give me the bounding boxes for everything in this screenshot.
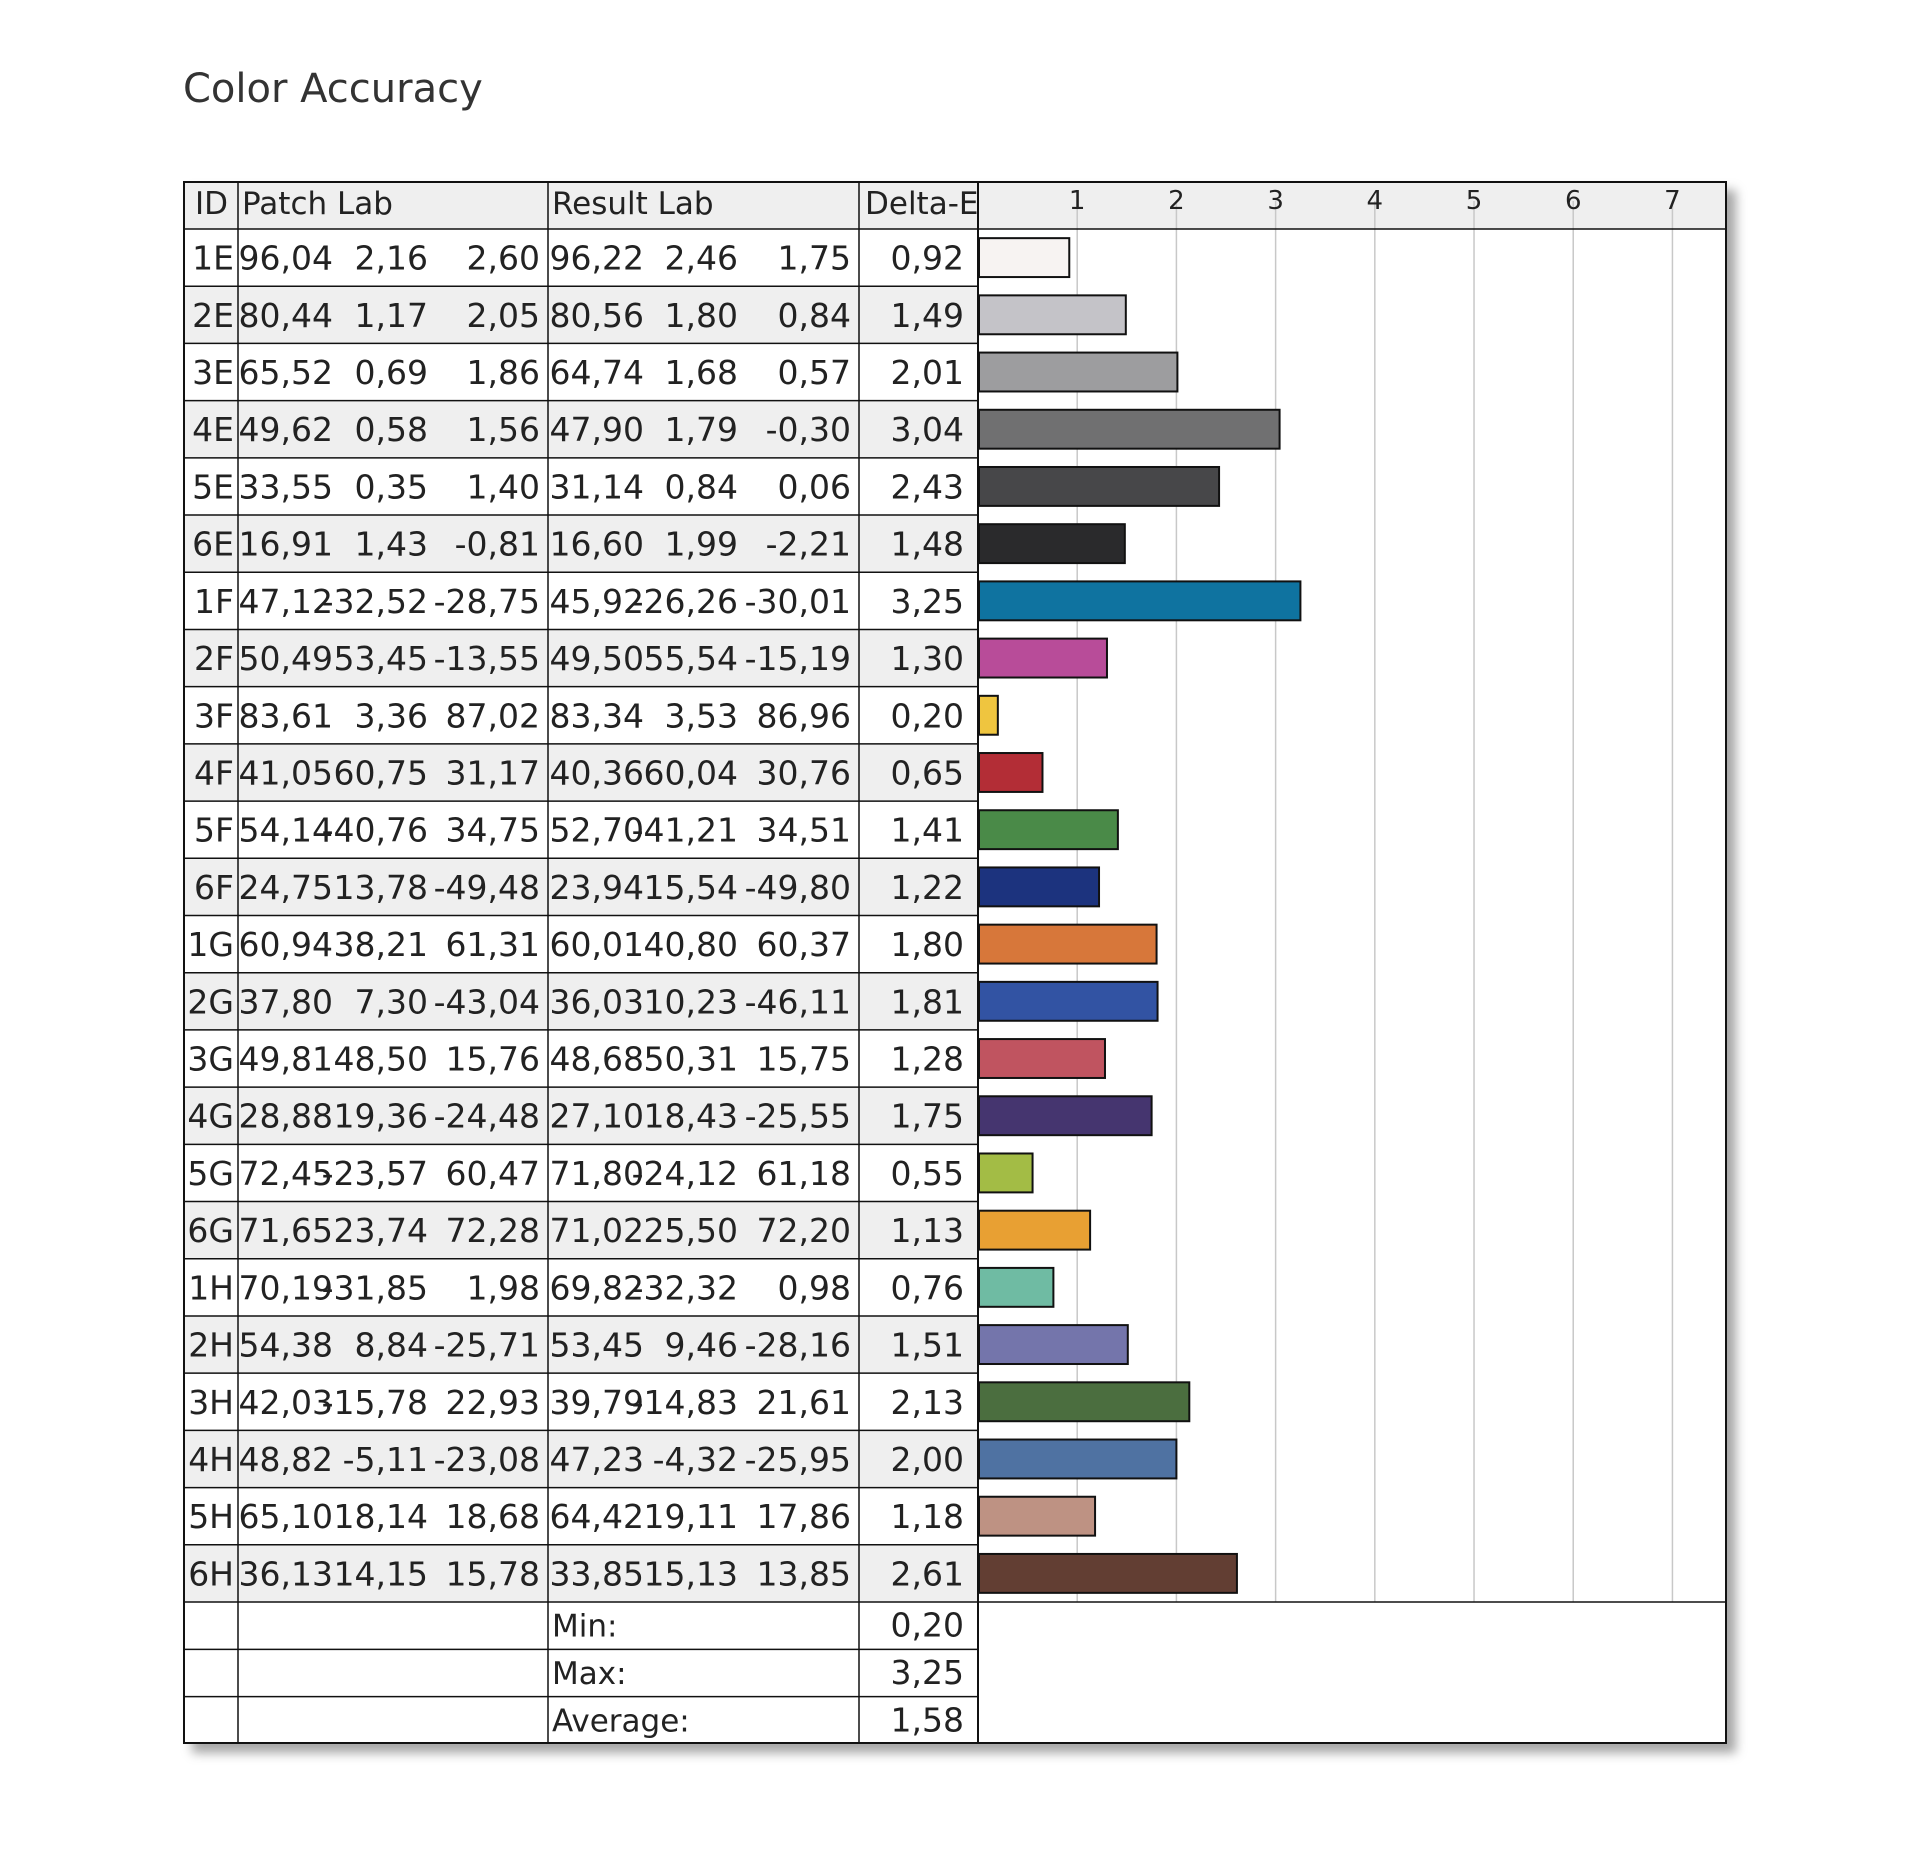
patch-lab-value: 18,68 <box>445 1497 540 1537</box>
patch-lab-value: 15,78 <box>445 1554 540 1594</box>
result-lab-value: 61,18 <box>756 1153 851 1193</box>
result-lab-value: 33,85 <box>549 1554 644 1594</box>
patch-lab-value: 1,40 <box>466 467 540 507</box>
x-tick-label: 3 <box>1267 186 1284 216</box>
result-lab-value: 60,01 <box>549 925 644 965</box>
patch-lab-value: 8,84 <box>354 1325 428 1365</box>
patch-lab-value: 1,86 <box>466 353 540 393</box>
row-id: 3H <box>188 1382 234 1422</box>
delta-e-value: 1,13 <box>890 1211 964 1251</box>
row-id: 2E <box>192 295 234 335</box>
patch-lab-value: -0,81 <box>454 524 540 564</box>
result-lab-value: -28,16 <box>744 1325 851 1365</box>
patch-lab-value: 50,49 <box>238 639 333 679</box>
bar <box>979 810 1118 849</box>
delta-e-value: 0,55 <box>890 1153 964 1193</box>
patch-lab-value: -23,08 <box>433 1439 540 1479</box>
result-lab-value: -4,32 <box>652 1439 738 1479</box>
result-lab-value: 49,50 <box>549 639 644 679</box>
patch-lab-value: -13,55 <box>433 639 540 679</box>
result-lab-value: -2,21 <box>765 524 851 564</box>
result-lab-value: 47,90 <box>549 410 644 450</box>
patch-lab-value: 18,14 <box>333 1497 428 1537</box>
patch-lab-value: 48,50 <box>333 1039 428 1079</box>
row-id: 4F <box>194 753 234 793</box>
delta-e-value: 2,00 <box>890 1439 964 1479</box>
delta-e-value: 1,18 <box>890 1497 964 1537</box>
result-lab-value: 1,99 <box>664 524 738 564</box>
patch-lab-value: 16,91 <box>238 524 333 564</box>
result-lab-value: 19,11 <box>643 1497 738 1537</box>
patch-lab-value: 14,15 <box>333 1554 428 1594</box>
x-tick-label: 5 <box>1465 186 1483 216</box>
result-lab-value: 9,46 <box>664 1325 738 1365</box>
result-lab-value: 15,54 <box>643 867 738 907</box>
bar <box>979 467 1219 506</box>
patch-lab-value: 49,81 <box>238 1039 333 1079</box>
bar <box>979 867 1099 906</box>
summary-value: 0,20 <box>890 1605 964 1645</box>
row-id: 3E <box>192 353 234 393</box>
result-lab-value: 96,22 <box>549 238 644 278</box>
result-lab-value: 13,85 <box>756 1554 851 1594</box>
result-lab-value: 31,14 <box>549 467 644 507</box>
bar <box>979 1497 1095 1536</box>
patch-lab-value: 13,78 <box>333 867 428 907</box>
result-lab-value: 1,80 <box>664 295 738 335</box>
bar <box>979 1382 1189 1421</box>
row-id: 5G <box>187 1153 234 1193</box>
patch-lab-value: 49,62 <box>238 410 333 450</box>
patch-lab-value: 2,16 <box>354 238 428 278</box>
patch-lab-value: 38,21 <box>333 925 428 965</box>
delta-e-value: 2,13 <box>890 1382 964 1422</box>
result-lab-value: -0,30 <box>765 410 851 450</box>
patch-lab-value: 83,61 <box>238 696 333 736</box>
patch-lab-value: 96,04 <box>238 238 333 278</box>
result-lab-value: 64,42 <box>549 1497 644 1537</box>
result-lab-value: -49,80 <box>744 867 851 907</box>
summary-label: Max: <box>552 1656 627 1692</box>
result-lab-value: 39,79 <box>549 1382 644 1422</box>
row-id: 5H <box>188 1497 234 1537</box>
patch-lab-value: 72,45 <box>238 1153 333 1193</box>
summary-value: 1,58 <box>890 1700 964 1740</box>
result-lab-value: 10,23 <box>643 982 738 1022</box>
bar <box>979 1153 1033 1192</box>
result-lab-value: 21,61 <box>756 1382 851 1422</box>
patch-lab-value: -15,78 <box>321 1382 428 1422</box>
patch-lab-value: 53,45 <box>333 639 428 679</box>
row-id: 2H <box>188 1325 234 1365</box>
row-id: 4E <box>192 410 234 450</box>
result-lab-value: 60,04 <box>643 753 738 793</box>
patch-lab-value: -28,75 <box>433 581 540 621</box>
delta-e-value: 0,20 <box>890 696 964 736</box>
color-accuracy-report <box>183 181 1727 1744</box>
bar <box>979 696 998 735</box>
patch-lab-value: 70,19 <box>238 1268 333 1308</box>
x-tick-label: 2 <box>1168 186 1185 216</box>
delta-e-value: 0,76 <box>890 1268 964 1308</box>
bar <box>979 1096 1152 1135</box>
bar <box>979 238 1069 277</box>
bar <box>979 1039 1105 1078</box>
patch-lab-value: 1,56 <box>466 410 540 450</box>
patch-lab-value: 87,02 <box>445 696 540 736</box>
patch-lab-value: 2,05 <box>466 295 540 335</box>
result-lab-value: 3,53 <box>664 696 738 736</box>
row-id: 6H <box>188 1554 234 1594</box>
delta-e-value: 1,51 <box>890 1325 964 1365</box>
delta-e-value: 1,81 <box>890 982 964 1022</box>
bar <box>979 581 1300 620</box>
result-lab-value: -14,83 <box>631 1382 738 1422</box>
result-lab-value: 0,84 <box>664 467 738 507</box>
bar <box>979 639 1107 678</box>
result-lab-value: 25,50 <box>643 1211 738 1251</box>
patch-lab-value: 2,60 <box>466 238 540 278</box>
patch-lab-value: 60,75 <box>333 753 428 793</box>
delta-e-value: 1,41 <box>890 810 964 850</box>
row-id: 2F <box>194 639 234 679</box>
result-lab-value: 80,56 <box>549 295 644 335</box>
patch-lab-value: 7,30 <box>354 982 428 1022</box>
patch-lab-value: 41,05 <box>238 753 333 793</box>
delta-e-value: 1,30 <box>890 639 964 679</box>
patch-lab-value: 31,17 <box>445 753 540 793</box>
patch-lab-value: 72,28 <box>445 1211 540 1251</box>
bar <box>979 295 1126 334</box>
result-lab-value: -26,26 <box>631 581 738 621</box>
bar <box>979 1211 1090 1250</box>
patch-lab-value: -25,71 <box>433 1325 540 1365</box>
patch-lab-value: 65,52 <box>238 353 333 393</box>
result-lab-value: 52,70 <box>549 810 644 850</box>
row-id: 3F <box>194 696 234 736</box>
row-id: 1H <box>188 1268 234 1308</box>
result-lab-value: -46,11 <box>744 982 851 1022</box>
bar <box>979 982 1158 1021</box>
patch-lab-value: -24,48 <box>433 1096 540 1136</box>
bar <box>979 524 1125 563</box>
patch-lab-value: -49,48 <box>433 867 540 907</box>
patch-lab-value: 24,75 <box>238 867 333 907</box>
patch-lab-value: 54,38 <box>238 1325 333 1365</box>
result-lab-value: 27,10 <box>549 1096 644 1136</box>
result-lab-value: 0,84 <box>777 295 851 335</box>
result-lab-value: 60,37 <box>756 925 851 965</box>
result-lab-value: 1,68 <box>664 353 738 393</box>
patch-lab-value: -32,52 <box>321 581 428 621</box>
summary-label: Average: <box>552 1703 690 1740</box>
patch-lab-value: 3,36 <box>354 696 428 736</box>
result-lab-value: 0,98 <box>777 1268 851 1308</box>
patch-lab-value: 1,98 <box>466 1268 540 1308</box>
patch-lab-value: 0,35 <box>354 467 428 507</box>
row-id: 2G <box>187 982 234 1022</box>
header-patch-lab: Patch Lab <box>242 186 393 222</box>
result-lab-value: 17,86 <box>756 1497 851 1537</box>
delta-e-value: 1,48 <box>890 524 964 564</box>
result-lab-value: 69,82 <box>549 1268 644 1308</box>
row-id: 4G <box>187 1096 234 1136</box>
page-title: Color Accuracy <box>183 66 483 112</box>
result-lab-value: 55,54 <box>643 639 738 679</box>
delta-e-value: 3,25 <box>890 581 964 621</box>
patch-lab-value: 37,80 <box>238 982 333 1022</box>
result-lab-value: 16,60 <box>549 524 644 564</box>
result-lab-value: 34,51 <box>756 810 851 850</box>
patch-lab-value: 54,14 <box>238 810 333 850</box>
header-id: ID <box>195 186 229 222</box>
patch-lab-value: 61,31 <box>445 925 540 965</box>
result-lab-value: 53,45 <box>549 1325 644 1365</box>
patch-lab-value: 33,55 <box>238 467 333 507</box>
patch-lab-value: 80,44 <box>238 295 333 335</box>
patch-lab-value: 15,76 <box>445 1039 540 1079</box>
result-lab-value: 15,13 <box>643 1554 738 1594</box>
bar <box>979 1554 1237 1593</box>
result-lab-value: 45,92 <box>549 581 644 621</box>
result-lab-value: -30,01 <box>744 581 851 621</box>
patch-lab-value: 60,94 <box>238 925 333 965</box>
result-lab-value: 83,34 <box>549 696 644 736</box>
result-lab-value: 18,43 <box>643 1096 738 1136</box>
row-id: 1F <box>194 581 234 621</box>
row-id: 5E <box>192 467 234 507</box>
delta-e-value: 1,28 <box>890 1039 964 1079</box>
patch-lab-value: 0,58 <box>354 410 428 450</box>
result-lab-value: 48,68 <box>549 1039 644 1079</box>
patch-lab-value: 71,65 <box>238 1211 333 1251</box>
delta-e-value: 1,75 <box>890 1096 964 1136</box>
result-lab-value: 15,75 <box>756 1039 851 1079</box>
result-lab-value: -41,21 <box>631 810 738 850</box>
result-lab-value: 47,23 <box>549 1439 644 1479</box>
patch-lab-value: 1,43 <box>354 524 428 564</box>
patch-lab-value: 19,36 <box>333 1096 428 1136</box>
delta-e-value: 1,22 <box>890 867 964 907</box>
patch-lab-value: 42,03 <box>238 1382 333 1422</box>
bar <box>979 925 1157 964</box>
result-lab-value: 1,75 <box>777 238 851 278</box>
result-lab-value: -32,32 <box>631 1268 738 1308</box>
result-lab-value: 71,02 <box>549 1211 644 1251</box>
patch-lab-value: 22,93 <box>445 1382 540 1422</box>
patch-lab-value: -23,57 <box>321 1153 428 1193</box>
x-tick-label: 4 <box>1366 186 1384 216</box>
result-lab-value: 0,57 <box>777 353 851 393</box>
patch-lab-value: 1,17 <box>354 295 428 335</box>
patch-lab-value: -5,11 <box>342 1439 428 1479</box>
result-lab-value: 72,20 <box>756 1211 851 1251</box>
delta-e-value: 2,61 <box>890 1554 964 1594</box>
bar <box>979 1325 1128 1364</box>
patch-lab-value: 36,13 <box>238 1554 333 1594</box>
result-lab-value: 23,94 <box>549 867 644 907</box>
delta-e-value: 0,65 <box>890 753 964 793</box>
result-lab-value: -15,19 <box>744 639 851 679</box>
bar <box>979 353 1177 392</box>
x-tick-label: 7 <box>1664 186 1681 216</box>
result-lab-value: 0,06 <box>777 467 851 507</box>
bar <box>979 1440 1176 1479</box>
color-accuracy-table-chart <box>183 181 1727 1744</box>
result-lab-value: 71,80 <box>549 1153 644 1193</box>
result-lab-value: 1,79 <box>664 410 738 450</box>
delta-e-value: 1,49 <box>890 295 964 335</box>
patch-lab-value: -40,76 <box>321 810 428 850</box>
row-id: 6F <box>194 867 234 907</box>
delta-e-value: 0,92 <box>890 238 964 278</box>
result-lab-value: -25,55 <box>744 1096 851 1136</box>
header-result-lab: Result Lab <box>552 186 714 222</box>
patch-lab-value: 47,12 <box>238 581 333 621</box>
patch-lab-value: 34,75 <box>445 810 540 850</box>
patch-lab-value: 60,47 <box>445 1153 540 1193</box>
result-lab-value: 40,36 <box>549 753 644 793</box>
delta-e-value: 1,80 <box>890 925 964 965</box>
row-id: 1G <box>187 925 234 965</box>
patch-lab-value: 28,88 <box>238 1096 333 1136</box>
summary-value: 3,25 <box>890 1653 964 1692</box>
row-id: 1E <box>192 238 234 278</box>
bar <box>979 1268 1053 1307</box>
x-tick-label: 6 <box>1564 186 1582 216</box>
result-lab-value: 86,96 <box>756 696 851 736</box>
x-tick-label: 1 <box>1068 186 1086 216</box>
patch-lab-value: 23,74 <box>333 1211 428 1251</box>
summary-label: Min: <box>552 1608 618 1645</box>
result-lab-value: -24,12 <box>631 1153 738 1193</box>
bar <box>979 410 1280 449</box>
row-id: 6E <box>192 524 234 564</box>
result-lab-value: 36,03 <box>549 982 644 1022</box>
patch-lab-value: -43,04 <box>433 982 540 1022</box>
row-id: 5F <box>194 810 234 850</box>
result-lab-value: 30,76 <box>756 753 851 793</box>
result-lab-value: 64,74 <box>549 353 644 393</box>
patch-lab-value: -31,85 <box>321 1268 428 1308</box>
header-delta-e: Delta-E <box>865 186 979 222</box>
result-lab-value: 2,46 <box>664 238 738 278</box>
result-lab-value: 40,80 <box>643 925 738 965</box>
result-lab-value: -25,95 <box>744 1439 851 1479</box>
row-id: 4H <box>188 1439 234 1479</box>
row-id: 6G <box>187 1211 234 1251</box>
result-lab-value: 50,31 <box>643 1039 738 1079</box>
delta-e-value: 2,43 <box>890 467 964 507</box>
row-id: 3G <box>187 1039 234 1079</box>
patch-lab-value: 0,69 <box>354 353 428 393</box>
delta-e-value: 2,01 <box>890 353 964 393</box>
patch-lab-value: 65,10 <box>238 1497 333 1537</box>
patch-lab-value: 48,82 <box>238 1439 333 1479</box>
delta-e-value: 3,04 <box>890 410 964 450</box>
bar <box>979 753 1042 792</box>
